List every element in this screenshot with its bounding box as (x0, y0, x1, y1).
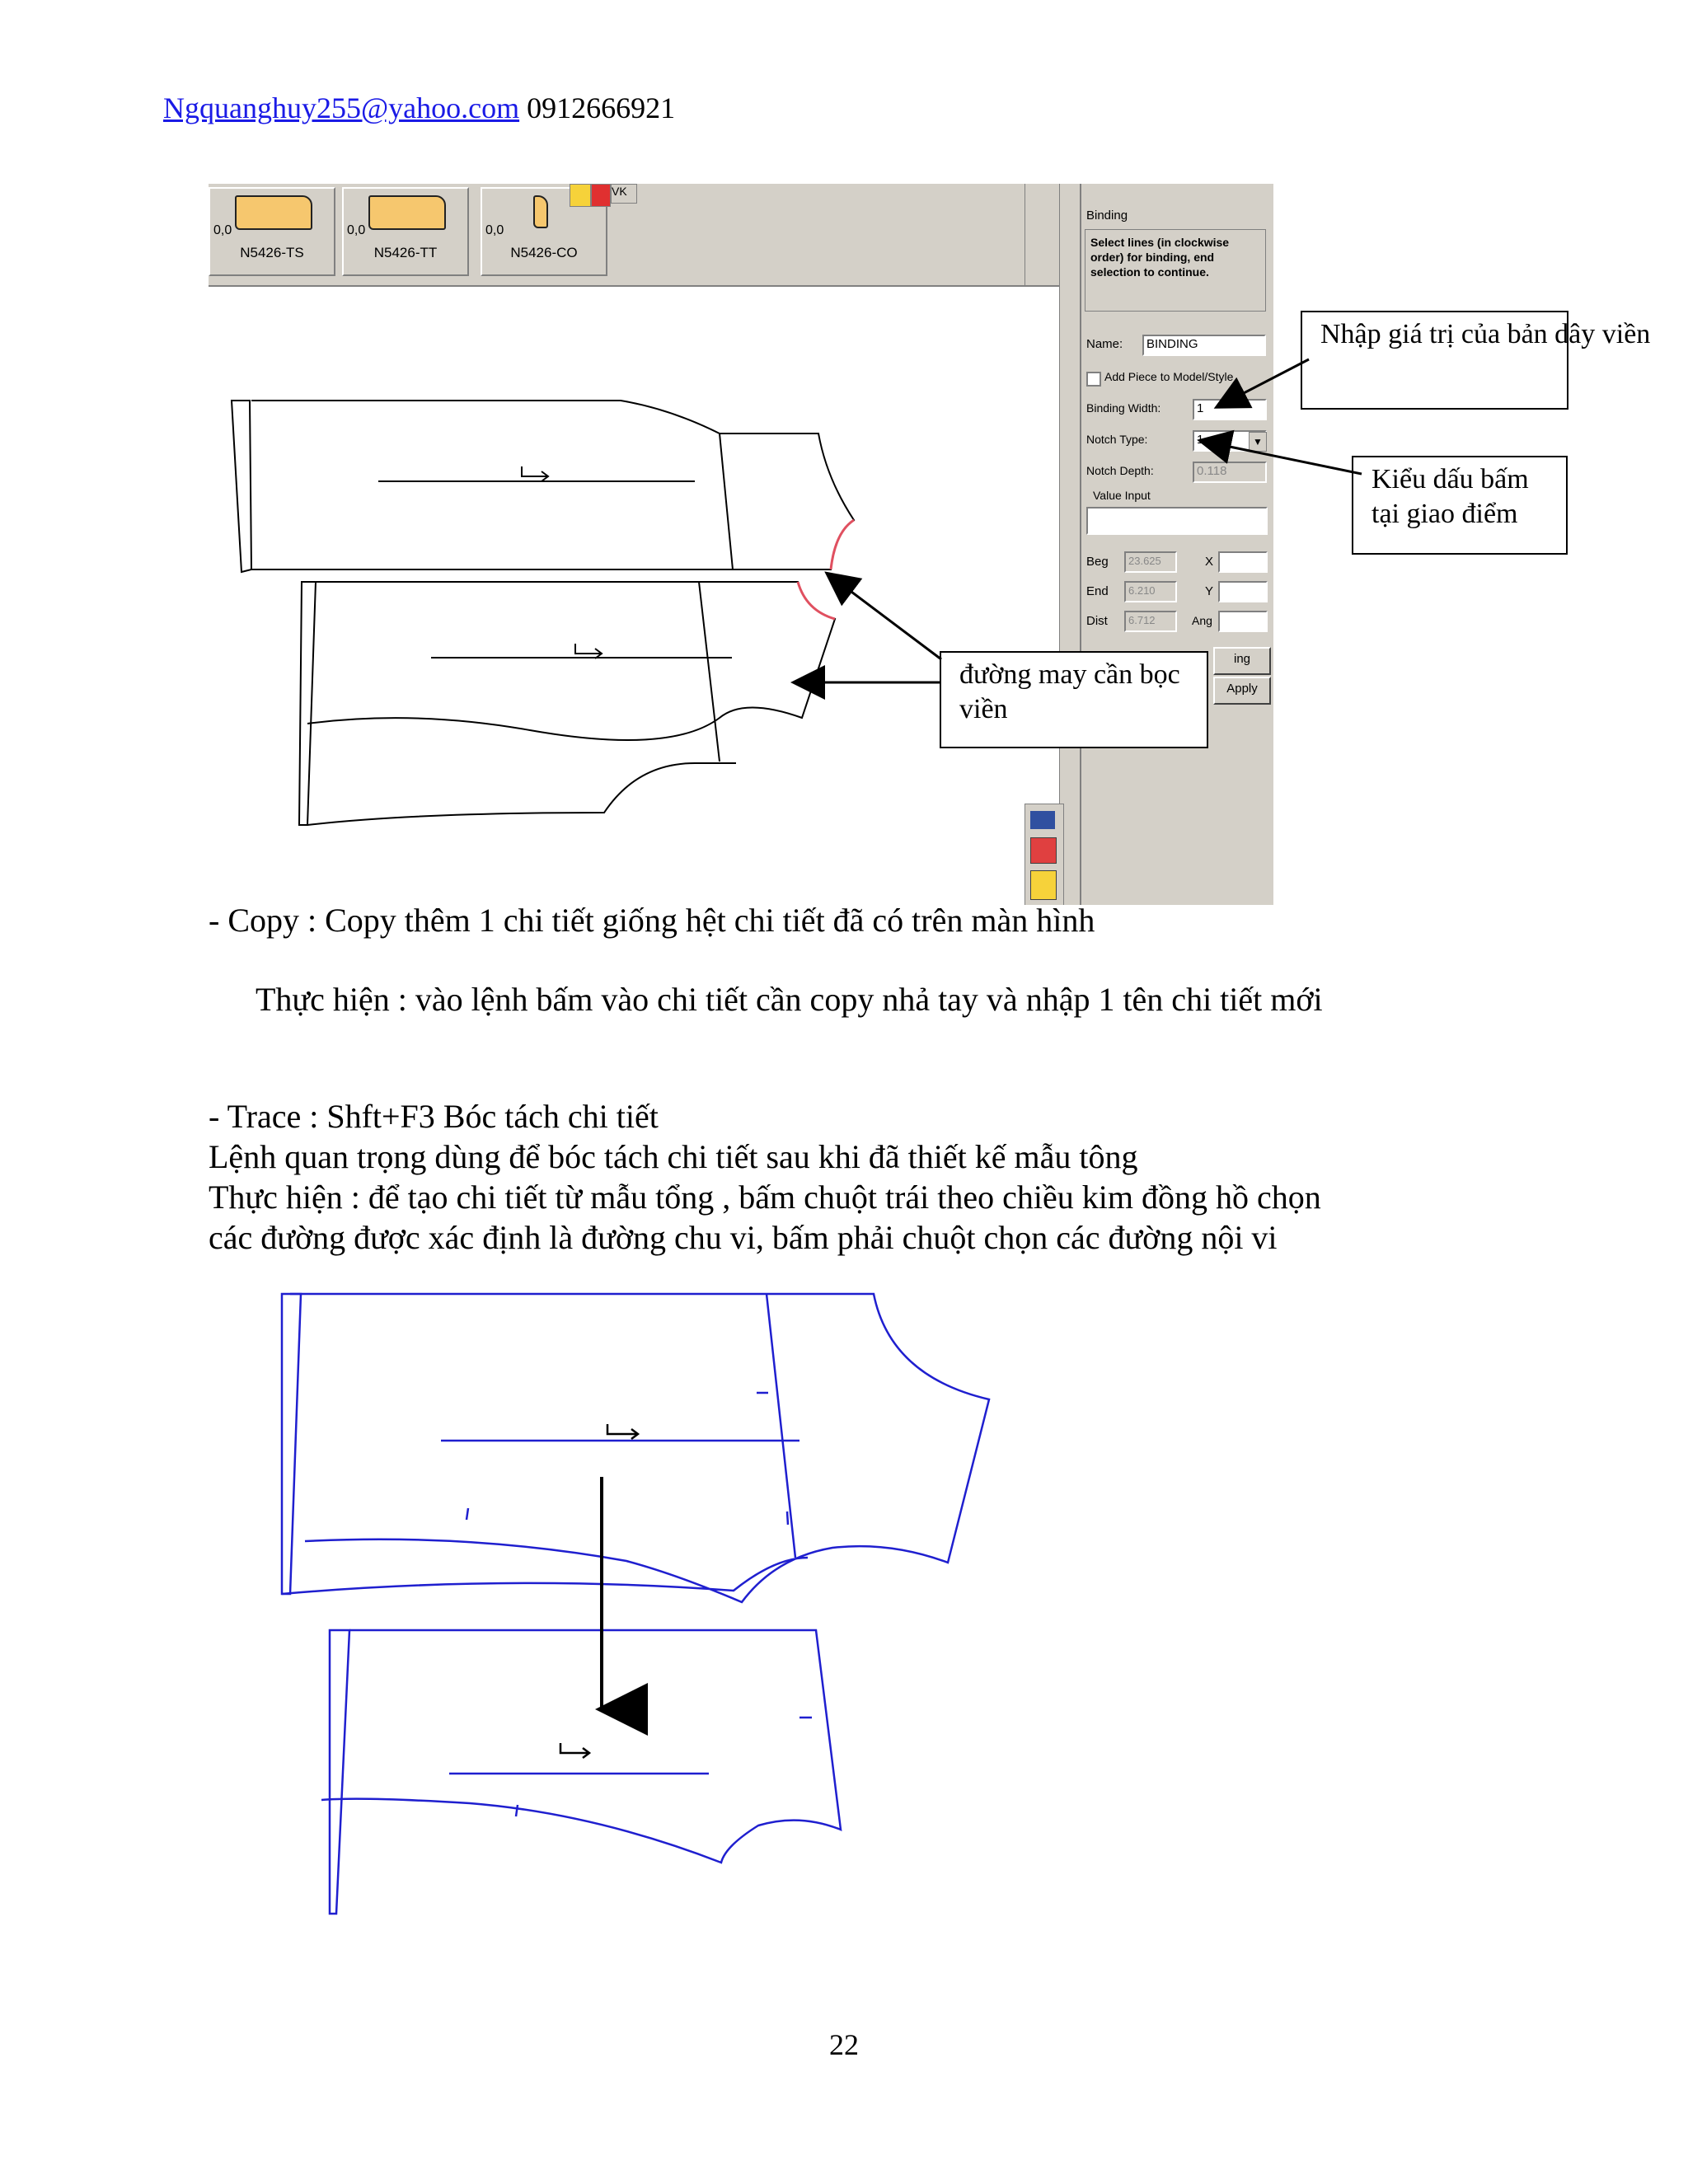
trace-title: - Trace : Shft+F3 Bóc tách chi tiết (209, 1098, 659, 1135)
dist-field[interactable]: 6.712 (1124, 611, 1177, 632)
thumbnail-count: 0,0 (347, 223, 366, 237)
traced-piece-grain-arrow (560, 1743, 589, 1758)
notch-type-label: Notch Type: (1086, 433, 1148, 446)
name-label: Name: (1086, 337, 1123, 351)
notch-type-select[interactable]: 1 (1193, 430, 1267, 452)
trace-description: Lệnh quan trọng dùng để bóc tách chi tiết sau khi đã thiết kế mẫu tông (209, 1138, 1138, 1175)
thumbnail-count: 0,0 (485, 223, 504, 237)
phone-number: 0912666921 (527, 91, 676, 124)
binding-width-label: Binding Width: (1086, 401, 1161, 415)
dist-label: Dist (1086, 614, 1108, 628)
panel-action-button[interactable]: ing (1213, 647, 1271, 675)
source-piece-outline (282, 1294, 989, 1602)
value-input-label: Value Input (1093, 489, 1151, 502)
source-piece-grain-arrow (607, 1424, 638, 1439)
binding-width-field[interactable]: 1 (1193, 399, 1267, 420)
thumbnail-count: 0,0 (213, 223, 232, 237)
end-field[interactable]: 6.210 (1124, 581, 1177, 602)
arrow-notch-type (1202, 441, 1362, 474)
name-field[interactable]: BINDING (1142, 335, 1266, 356)
panel-title: Binding (1086, 209, 1128, 223)
traced-piece-notches (516, 1718, 812, 1816)
notch-depth-label: Notch Depth: (1086, 464, 1154, 477)
callout-notch-type: Kiểu dấu bấm tại giao điểm (1352, 456, 1568, 555)
thumbnail-name: N5426-CO (510, 245, 578, 260)
x-label: X (1205, 555, 1214, 569)
end-label: End (1086, 584, 1109, 598)
trace-howto-line-1: Thực hiện : để tạo chi tiết từ mẫu tổng , bấm chuột trái theo chiều kim đồng hồ chọn (209, 1179, 1321, 1216)
vk-tool-icon[interactable]: VK (611, 184, 637, 204)
source-piece-notches (467, 1393, 788, 1525)
callout-seam-line: đường may cần bọc viền (940, 651, 1208, 748)
email-link[interactable]: Ngquanghuy255@yahoo.com (163, 91, 520, 124)
traced-piece-outline (321, 1630, 841, 1863)
y-label: Y (1205, 584, 1214, 598)
chevron-down-icon[interactable]: ▼ (1249, 432, 1267, 452)
notch-depth-field[interactable]: 0.118 (1193, 462, 1267, 483)
callout-arrows (0, 0, 1688, 907)
beg-label: Beg (1086, 555, 1109, 569)
traced-piece-placket (330, 1630, 349, 1914)
page-number: 22 (829, 2028, 859, 2061)
arrow-binding-width (1218, 359, 1309, 406)
source-piece-side-seam (767, 1294, 795, 1558)
trace-howto-line-2: các đường được xác định là đường chu vi, bấm phải chuột chọn các đường nội vi (209, 1219, 1278, 1256)
source-piece-placket (282, 1294, 301, 1594)
arrow-front-seam (828, 574, 941, 659)
copy-title: - Copy : Copy thêm 1 chi tiết giống hệt chi tiết đã có trên màn hình (209, 902, 1095, 939)
add-piece-label: Add Piece to Model/Style (1104, 370, 1234, 383)
ang-label: Ang (1192, 614, 1212, 627)
panel-instruction: Select lines (in clockwise order) for binding, end selection to continue. (1085, 229, 1266, 312)
callout-binding-value: Nhập giá trị của bản dây viền (1301, 311, 1568, 410)
copy-howto: Thực hiện : vào lệnh bấm vào chi tiết cần copy nhả tay và nhập 1 tên chi tiết mới (256, 981, 1323, 1018)
trace-diagram (264, 1286, 1006, 1937)
thumbnail-name: N5426-TT (373, 245, 438, 260)
thumbnail-name: N5426-TS (240, 245, 304, 260)
beg-field[interactable]: 23.625 (1124, 551, 1177, 573)
apply-button[interactable]: Apply (1213, 677, 1271, 705)
